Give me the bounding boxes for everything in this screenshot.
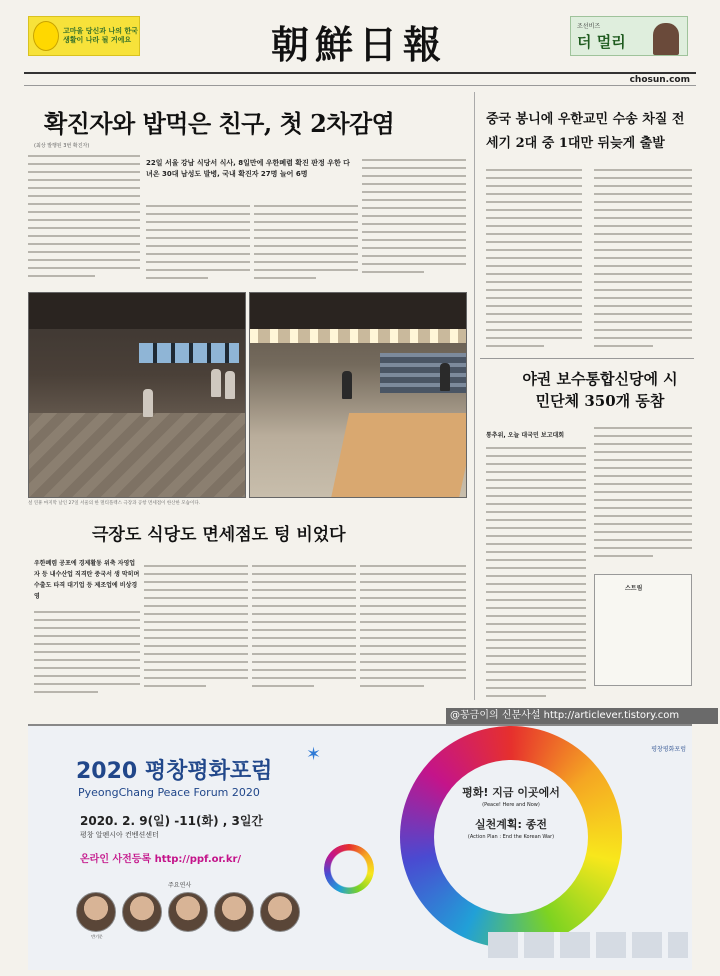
- column-divider: [474, 92, 475, 700]
- speaker: [168, 892, 210, 940]
- right-headline-2: 야권 보수통합신당에 시민단체 350개 동참: [522, 370, 678, 410]
- speaker: [260, 892, 302, 940]
- person-figure: [225, 371, 235, 399]
- ad-brand: 평창평화포럼: [651, 746, 686, 753]
- ring-title: 평화! 지금 이곳에서: [462, 786, 560, 799]
- person-figure: [440, 363, 450, 391]
- cinema-photo: [28, 292, 246, 498]
- right-ad-big-text: 더 멀리: [577, 33, 626, 51]
- sponsor-logos: [488, 932, 688, 958]
- peace-forum-ad[interactable]: [28, 724, 692, 970]
- ring-plan-en: (Action Plan : End the Korean War): [467, 834, 555, 840]
- speaker-photo: [76, 892, 116, 932]
- star-icon: ✶: [306, 744, 322, 765]
- right-subhead-2: 통추위, 오늘 대국민 보고대회: [486, 432, 565, 439]
- dateline: [24, 72, 696, 86]
- lead-text-col-1: [28, 152, 140, 284]
- second-headline: 극장도 식당도 면세점도 텅 비었다: [92, 525, 346, 545]
- person-figure: [143, 389, 153, 417]
- speaker: [122, 892, 164, 940]
- lead-byline: (최상 발행된 3번 확진자): [34, 143, 90, 149]
- speaker: [214, 892, 256, 940]
- speaker-photo: [122, 892, 162, 932]
- ring-title-en: (Peace! Here and Now): [482, 802, 540, 808]
- person-photo: [653, 23, 679, 55]
- ad-register-link[interactable]: 온라인 사전등록 http://ppf.or.kr/: [80, 854, 242, 865]
- mascot-icon: [33, 21, 59, 51]
- ad-subtitle: PyeongChang Peace Forum 2020: [78, 786, 260, 799]
- speaker: [76, 892, 118, 940]
- blog-watermark: @꽁금이의 신문사설 http://articlever.tistory.com: [446, 708, 718, 724]
- masthead-left-ad-text: 고마울 당신과 나의 한국 생활이 나라 될 거에요: [63, 27, 138, 44]
- speaker-photo: [214, 892, 254, 932]
- masthead-left-ad[interactable]: [28, 16, 140, 56]
- site-url[interactable]: chosun.com: [629, 74, 690, 85]
- masthead-right-ad[interactable]: [570, 16, 688, 56]
- lead-text-col-3: [254, 202, 358, 284]
- ring-plan: 실천계획: 종전: [475, 818, 547, 831]
- lead-text-col-2: [146, 202, 250, 284]
- lead-headline: 확진자와 밥먹은 친구, 첫 2차감염: [44, 109, 395, 138]
- ad-date: 2020. 2. 9(일) -11(화) , 3일간: [80, 814, 263, 828]
- masthead: [24, 10, 696, 68]
- duty-free-photo: [249, 292, 467, 498]
- ad-venue: 평창 알펜시아 컨벤션센터: [80, 831, 159, 839]
- person-figure: [211, 369, 221, 397]
- speaker-name: 반기문: [91, 934, 103, 939]
- right-text-col-3: [486, 444, 586, 702]
- second-text-col-1: [144, 562, 248, 702]
- ad-title: 2020 평창평화포럼: [76, 759, 273, 784]
- rainbow-ring-icon: [324, 844, 374, 894]
- speaker-list: [76, 892, 302, 940]
- lead-text-col-4: [362, 156, 466, 284]
- ring-text: [440, 784, 582, 840]
- second-text-col-0: [34, 608, 140, 702]
- right-text-col-1: [486, 166, 582, 350]
- second-text-col-3: [360, 562, 466, 702]
- right-ad-small-text: 조선비즈: [577, 23, 601, 30]
- stream-box[interactable]: [594, 574, 692, 686]
- photo-caption: 설 연휴 마지막 날인 27일 서울의 한 멀티플렉스 극장과 공항 면세점이 한산한 모습이다.: [28, 501, 201, 506]
- speaker-photo: [168, 892, 208, 932]
- second-text-col-2: [252, 562, 356, 702]
- right-text-col-2: [594, 166, 692, 350]
- right-text-col-4: [594, 424, 692, 564]
- right-headline-1: 중국 봉니에 우한교민 수송 차질 전세기 2대 중 1대만 뒤늦게 출발: [486, 112, 685, 151]
- ad-speakers-label: 주요연사: [168, 882, 192, 889]
- person-figure: [342, 371, 352, 399]
- second-subhead: 우한폐렴 공포에 경제활동 위축 자영업자 등 내수산업 직격탄 중국서 생 막히며 수출도 타격 대기업 등 제조업에 비상경영: [34, 560, 140, 600]
- section-rule: [480, 358, 694, 359]
- stream-box-label: 스트림: [625, 585, 643, 592]
- speaker-photo: [260, 892, 300, 932]
- newspaper-title: 朝鮮日報: [270, 22, 447, 67]
- lead-subhead: 22일 서울 강남 식당서 식사, 8일만에 우한폐렴 확진 판정 우한 다녀온 30대 남성도 발병, 국내 확진자 27명 늘어 6명: [146, 159, 350, 178]
